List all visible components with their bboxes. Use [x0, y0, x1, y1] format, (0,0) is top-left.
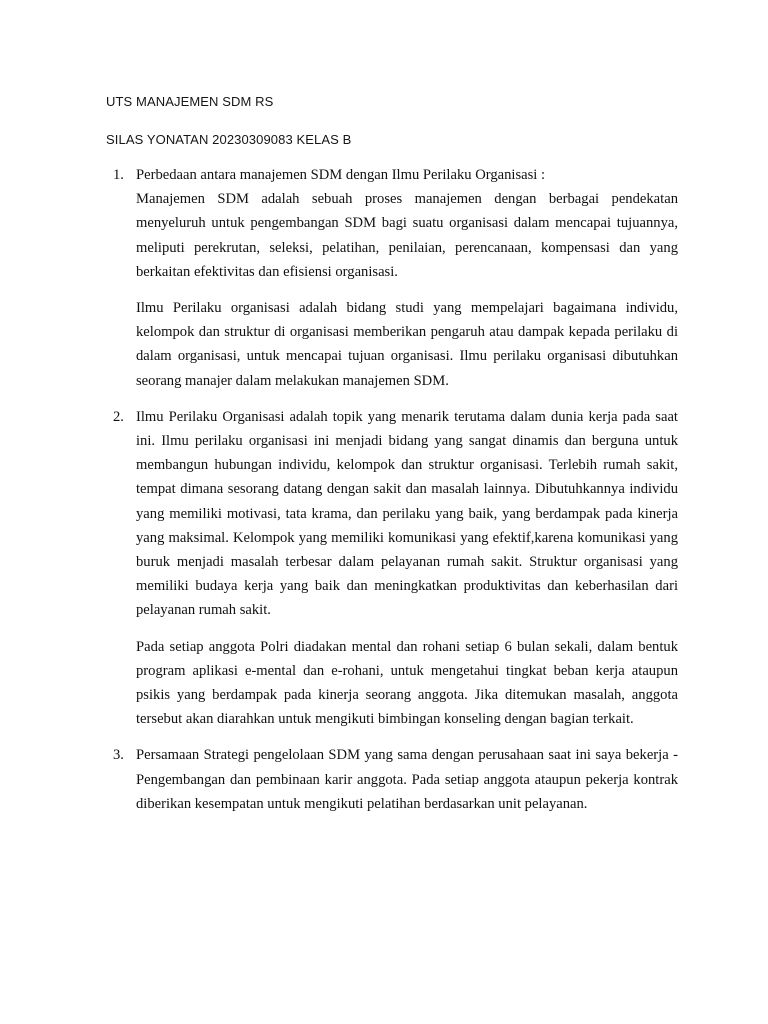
paragraph: Pada setiap anggota Polri diadakan mental dan rohani setiap 6 bulan sekali, dalam bentuk program aplikasi e-mental dan e-rohani, untuk mengetahui tingkat beban kerja ataupun psikis yang berdampak pada kinerja seorang anggota. Jika ditemukan masalah, anggota tersebut akan diarahkan untuk mengikuti bimbingan konseling dengan bagian terkait. — [136, 638, 678, 728]
list-item-heading: Perbedaan antara manajemen SDM dengan Ilmu Perilaku Organisasi : — [136, 167, 546, 183]
numbered-list — [106, 163, 678, 816]
paragraph: Manajemen SDM adalah sebuah proses manajemen dengan berbagai pendekatan menyeluruh untuk pengembangan SDM bagi suatu organisasi dalam mencapai tujuannya, meliputi perekrutan, seleksi, pelatihan, penilaian, perencanaan, kompensasi dan yang berkaitan efektivitas dan efisiensi organisasi. — [136, 191, 678, 280]
list-item-number: 2. — [113, 408, 124, 425]
paragraph: Persamaan Strategi pengelolaan SDM yang sama dengan perusahaan saat ini saya bekerja - Pengembangan dan pembinaan karir anggota. Pada setiap anggota ataupun pekerja kontrak diberikan kesempatan untuk mengikuti pelatihan berdasarkan unit pelayanan. — [136, 747, 678, 812]
paragraph: Ilmu Perilaku Organisasi adalah topik yang menarik terutama dalam dunia kerja pada saat ini. Ilmu perilaku organisasi ini menjadi bidang yang sangat dinamis dan berguna untuk membangun hubungan individu, kelompok dan struktur organisasi. Terlebih rumah sakit, tempat dimana sesorang datang dengan sakit dan masalah lainnya. Dibutuhkannya individu yang memiliki motivasi, tata krama, dan perilaku yang baik, yang berdampak pada kinerja yang maksimal. Kelompok yang memiliki komunikasi yang efektif,karena komunikasi yang buruk menjadi masalah terbesar dalam pelayanan rumah sakit. Struktur organisasi yang memiliki budaya kerja yang baik dan meningkatkan produktivitas dan keberhasilan dari pelayanan rumah sakit. — [136, 408, 678, 619]
list-item-number: 1. — [113, 167, 124, 183]
list-item-1 — [106, 163, 678, 393]
list-item-number: 3. — [113, 747, 124, 764]
document-title: UTS MANAJEMEN SDM RS — [106, 94, 274, 109]
author-line: SILAS YONATAN 20230309083 KELAS B — [106, 132, 352, 147]
list-item-3 — [106, 743, 678, 816]
list-item-2 — [106, 405, 678, 732]
paragraph: Ilmu Perilaku organisasi adalah bidang studi yang mempelajari bagaimana individu, kelompok dan struktur di organisasi memberikan pengaruh atau dampak kepada perilaku di dalam organisasi, untuk mencapai tujuan organisasi. Ilmu perilaku organisasi dibutuhkan seorang manajer dalam melakukan manajemen SDM. — [136, 300, 678, 389]
